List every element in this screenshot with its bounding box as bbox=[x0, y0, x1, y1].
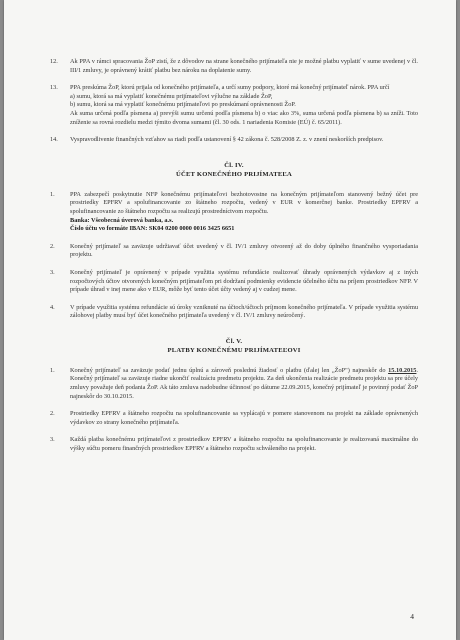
deadline-date: 15.10.2015 bbox=[388, 366, 417, 374]
clause-number: 4. bbox=[50, 303, 55, 311]
section-4-heading bbox=[50, 161, 418, 179]
clause-text: PPA zabezpečí poskytnutie NFP konečnému prijímateľovi bezhotovostne na konečným prijímateľom stanovený bežný účet pre prostriedky EPFRV a spolufinancovanie zo štátneho rozpočtu, vedený v EUR v komerčnej banke. Prostriedky EPFRV a spolufinancovanie zo štátneho rozpočtu sa realizujú prostredníctvom rozpočtu. bbox=[70, 190, 418, 215]
clause-12 bbox=[50, 58, 418, 75]
clause-text: Prostriedky EPFRV a štátneho rozpočtu na spolufinancovanie sa vyplácajú v pomere stanovenom na projekt na základe oprávnených výdavkov zo strany konečného prijímateľa. bbox=[70, 410, 418, 426]
section-title: Čl. V. bbox=[225, 337, 243, 345]
clause-text: Každá platba konečnému prijímateľovi z prostriedkov EPFRV a štátneho rozpočtu na spolufinancovanie je realizovaná maximálne do výšky súčtu pomeru finančných prostriedkov EPFRV a štátneho rozpočtu schváleného na projekt. bbox=[70, 436, 418, 453]
section-subtitle: ÚČET KONEČNÉHO PRIJÍMATEĽA bbox=[176, 170, 292, 178]
clause-text: Konečný prijímateľ je oprávnený v prípade využitia systému refundácie realizovať úhrady oprávnených výdavkov aj z iných rozpočtových účtov otvorených konečným prijímateľom pri dodržaní podmienky evidencie účelného účtu na príjem prostriedkov NFP. V prípade úhrad v inej mene ako v EUR, môže byť tento účet účty vedený aj v cudzej mene. bbox=[70, 268, 418, 294]
clause-number: 3. bbox=[50, 436, 55, 444]
section-subtitle: PLATBY KONEČNÉMU PRIJÍMATEĽOVI bbox=[167, 346, 301, 354]
section-5-heading bbox=[50, 337, 418, 355]
bank-name: Banka: Všeobecná úverová banka, a.s. bbox=[70, 216, 174, 224]
s4-clause-4 bbox=[50, 304, 418, 321]
page-content bbox=[50, 58, 418, 454]
clause-number: 1. bbox=[50, 190, 55, 198]
clause-text-post: . Konečný prijímateľ sa zaväzuje riadne ukončiť realizáciu predmetu projektu. Za deň ukončenia realizácie predmetu projektu sa pre účely zmluvy považuje deň podania ŽoP. Ak táto zmluva nadobudne účinnosť po dátume 22.09.2015, konečný prijímateľ je povinný podať ŽoP najneskôr do 30.10.2015. bbox=[70, 366, 418, 400]
clause-number: 13. bbox=[50, 84, 58, 92]
iban-number: Číslo účtu vo formáte IBAN: SK04 0200 0000 0016 3425 6651 bbox=[70, 225, 235, 233]
page-number: 4 bbox=[410, 612, 414, 621]
clause-text: V prípade využitia systému refundácie sú úroky vzniknuté na účtoch/účtoch príjmom konečného prijímateľa. V prípade využitia systému zálohovej platby musí byť účet konečného prijímateľa uvedený v čl. IV/1 zmluvy neúročený. bbox=[70, 303, 418, 320]
clause-text-b: b) sumu, ktorá sa má vyplatiť konečnému prijímateľovi po preskúmaní oprávnenosti ŽoP. bbox=[70, 101, 296, 109]
clause-text-pre: Konečný prijímateľ sa zaväzuje podať jednu úplnú a zároveň poslednú žiadosť o platbu (ďalej len „ŽoP") najneskôr do bbox=[70, 366, 389, 374]
clause-14 bbox=[50, 136, 418, 145]
clause-number: 2. bbox=[50, 242, 55, 250]
clause-text-a: a) sumu, ktorá sa má vyplatiť konečnému prijímateľovi výlučne na základe ŽoP, bbox=[70, 92, 273, 100]
document-page bbox=[4, 0, 456, 640]
s5-clause-1 bbox=[50, 367, 418, 401]
clause-number: 3. bbox=[50, 268, 55, 276]
clause-text-rest: Ak suma určená podľa písmena a) prevýši sumu určenú podľa písmena b) o viac ako 3%, suma určená podľa písmena b) sa zníži. Toto zníženie sa rovná rozdielu medzi týmito dvoma sumami (čl. 30 ods. 1 nariadenia Komisie (EÚ) č. 65/2011). bbox=[70, 109, 418, 126]
clause-text: Ak PPA v rámci spracovania ŽoP zistí, že z dôvodov na strane konečného prijímateľa nie je možné platbu vyplatiť v sume uvedenej v čl. III/1 zmluvy, je oprávnený krátiť platbu bez nároku na doplatenie sumy. bbox=[70, 58, 418, 74]
clause-text: Konečný prijímateľ sa zaväzuje udržiavať účet uvedený v čl. IV/1 zmluvy otvorený až do doby úplného finančného vysporiadania projektu. bbox=[70, 242, 418, 259]
s4-clause-1 bbox=[50, 191, 418, 234]
section-title: Čl. IV. bbox=[224, 161, 244, 169]
s4-clause-3 bbox=[50, 269, 418, 295]
clause-number: 2. bbox=[50, 410, 55, 418]
s5-clause-2 bbox=[50, 410, 418, 427]
s4-clause-2 bbox=[50, 243, 418, 260]
clause-number: 12. bbox=[50, 58, 58, 65]
clause-13 bbox=[50, 84, 418, 127]
clause-number: 1. bbox=[50, 366, 55, 374]
clause-text: PPA preskúma ŽoP, ktorú prijala od konečného prijímateľa, a určí sumy podpory, ktoré má konečný prijímateľ nárok. PPA určí bbox=[70, 84, 390, 92]
clause-text: Vyspravodlivenie finančných vzťahov sa riadi podľa ustanovení § 42 zákona č. 528/2008 Z. z. v znení neskorších predpisov. bbox=[70, 136, 384, 144]
clause-text bbox=[70, 367, 418, 401]
clause-number: 14. bbox=[50, 136, 58, 144]
s5-clause-3 bbox=[50, 436, 418, 453]
